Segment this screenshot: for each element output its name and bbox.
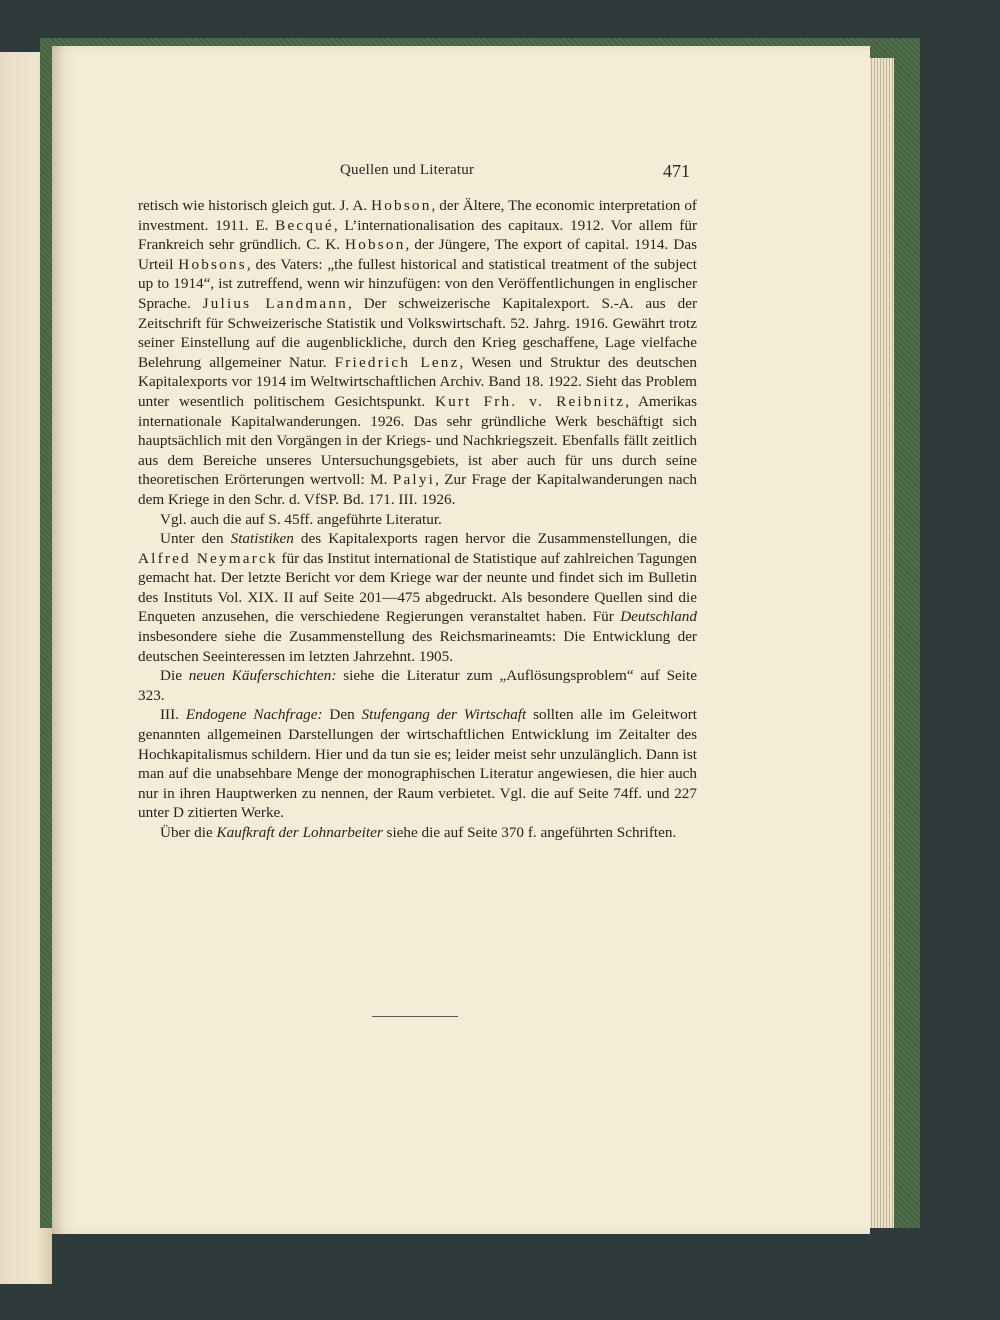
text-run: retisch wie historisch gleich gut. J. A.	[138, 197, 372, 214]
spaced-name: Alfred Neymarck	[138, 549, 278, 567]
text-run: , L’internationalisation des capitaux. 1912. Vor allem für Frankreich sehr gründlich. C. K.	[138, 216, 697, 254]
paragraph	[138, 823, 697, 843]
text-run: Die	[160, 667, 189, 685]
text-run: III.	[160, 706, 186, 724]
text-run: , der Ältere, The economic interpretation of investment. 1911. E.	[138, 197, 697, 234]
text-run: sollten alle im Geleitwort genannten allgemeinen Darstellungen der wirtschaftlichen Entwicklung im Zeitalter des Hochkapitalismus schildern. Hier und da tun sie es; leider meist sehr unzulänglich. Dann ist man auf die unabsehbare Menge der monographischen Literatur angewiesen, die hier auch nur in ihren Hauptwerken zu nennen, der Raum verbietet. Vgl. die auf Seite 74ff. und 227 unter D zitierten Werke.	[138, 706, 697, 822]
text-run: für das Institut international de Statistique auf zahlreichen Tagungen gemacht hat. Der letzte Bericht vor dem Kriege war der neunte und findet sich im Bulletin des Instituts Vol. XIX. II auf Seite 201—475 abgedruckt. Als besondere Quellen sind die Enqueten anzusehen, die verschiedene Regierungen veranstaltet haben. Für	[138, 549, 697, 626]
text-run: siehe die auf Seite 370 f. angeführten Schriften.	[382, 824, 677, 841]
page-edges	[866, 58, 894, 1228]
paragraph	[138, 196, 697, 510]
italic-term: Stufengang der Wirtschaft	[361, 706, 527, 724]
text-run: Den	[322, 706, 362, 724]
italic-term: Kaufkraft der Lohnarbeiter	[216, 824, 383, 841]
end-rule	[372, 1016, 458, 1017]
text-run: , des Vaters: „the fullest historical and statistical treatment of the subject up to 1914“, ist zutreffend, wenn wir hinzufügen: von den Veröffentlichungen in englischer Sprache.	[138, 255, 697, 312]
spaced-name: Becqué	[275, 216, 334, 234]
spaced-name: Hobsons	[178, 255, 247, 273]
text-run: siehe die Literatur zum „Auflösungsproblem“ auf Seite 323.	[138, 667, 697, 704]
spaced-name: Hobson	[345, 236, 406, 254]
italic-term: Statistiken	[230, 530, 294, 548]
spaced-name: Palyi	[392, 471, 436, 489]
text-run: , der Jüngere, The export of capital. 1914. Das Urteil	[138, 236, 697, 273]
italic-term: Endogene Nachfrage:	[185, 706, 323, 724]
spaced-name: Julius Landmann	[202, 294, 348, 312]
text-run: Unter den	[160, 530, 231, 548]
text-run: , Amerikas internationale Kapitalwanderungen. 1926. Das sehr gründliche Werk beschäftigt sich hauptsächlich mit den Vorgängen in der Kriegs- und Nachkriegszeit. Ebenfalls fällt zeitlich aus dem Bereiche unseres Untersuchungsgebiets, ist aber auch für uns durch seine theoretischen Erörterungen wertvoll: M.	[138, 392, 697, 489]
text-run: insbesondere siehe die Zusammenstellung des Reichsmarineamts: Die Entwicklung der deutschen Seeinteressen im letzten Jahrzehnt. 1905.	[138, 628, 697, 665]
page-number: 471	[663, 161, 690, 181]
text-run: , Zur Frage der Kapitalwanderungen nach dem Kriege in den Schr. d. VfSP. Bd. 171. III. 1926.	[138, 471, 697, 508]
body-text	[138, 196, 697, 843]
paragraph	[138, 529, 697, 666]
text-run: des Kapitalexports ragen hervor die Zusammenstellungen, die	[293, 530, 697, 548]
text-run: , Der schweizerische Kapitalexport. S.-A. aus der Zeitschrift für Schweizerische Statistik und Volkswirtschaft. 52. Jahrg. 1916. Gewährt trotz seiner Einstellung auf die augenblickliche, durch den Krieg geschaffene, Lage vielfache Belehrung allgemeiner Natur.	[138, 294, 697, 371]
text-run: Vgl. auch die auf S. 45ff. angeführte Literatur.	[160, 510, 442, 528]
spaced-name: Friedrich Lenz	[334, 353, 460, 371]
text-run: , Wesen und Struktur des deutschen Kapitalexports vor 1914 im Weltwirtschaftlichen Archiv. Band 18. 1922. Sieht das Problem unter wesentlich politischem Gesichtspunkt.	[138, 353, 697, 410]
running-title: Quellen und Literatur	[340, 162, 475, 178]
spaced-name: Kurt Frh. v. Reibnitz	[434, 392, 626, 410]
spaced-name: Hobson	[371, 197, 432, 214]
text-run: Über die	[160, 824, 217, 841]
paragraph	[138, 705, 697, 823]
paragraph	[138, 510, 697, 530]
italic-term: neuen Käuferschichten:	[188, 667, 337, 685]
paragraph	[138, 666, 697, 705]
italic-term: Deutschland	[620, 608, 697, 626]
